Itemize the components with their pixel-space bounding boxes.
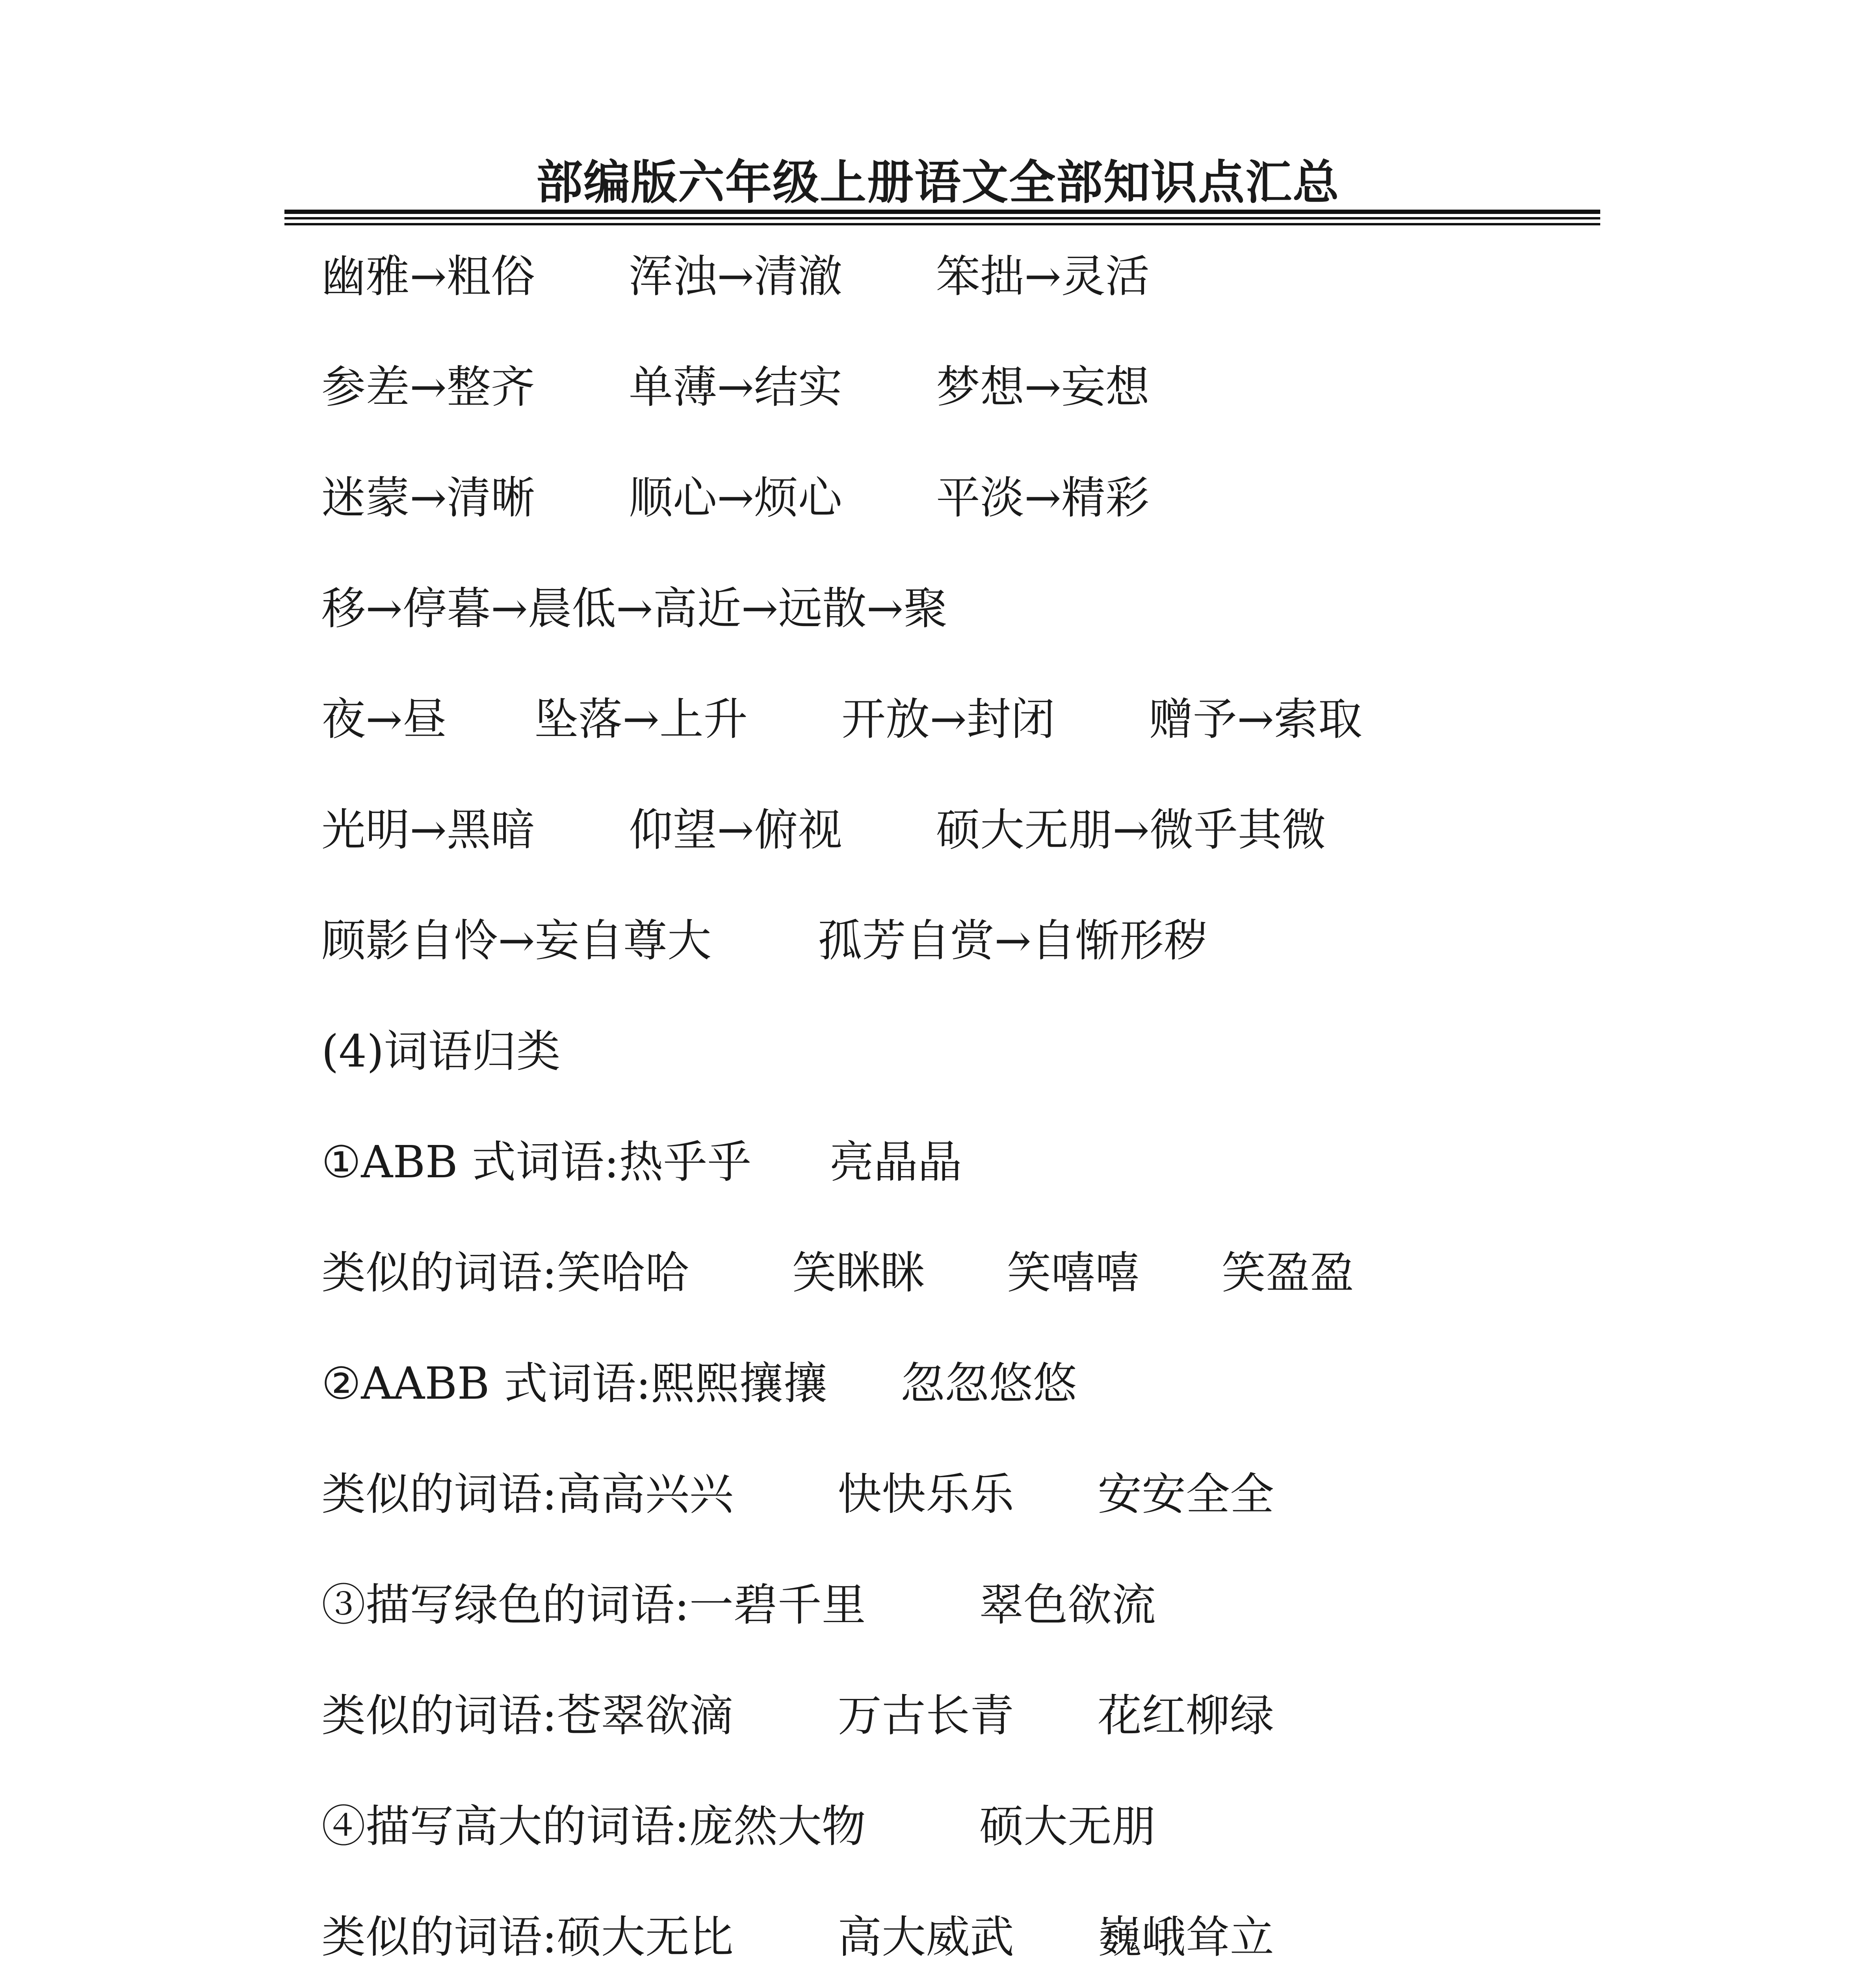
category-word: 忽忽悠悠	[901, 1358, 1077, 1409]
word-pair: 光明→黑暗	[321, 805, 535, 856]
word-pair: 仰望→俯视	[629, 805, 842, 856]
similar-words-text: 类似的词语:笑哈哈	[321, 1247, 689, 1299]
category-word: 亮晶晶	[830, 1137, 962, 1188]
word-pair: 笨拙→灵活	[936, 251, 1150, 302]
header-rule-thin	[284, 217, 1600, 219]
word-pair: 坠落→上升	[534, 694, 748, 745]
category-text: ①ABB 式词语:热乎乎	[321, 1137, 752, 1188]
similar-word: 花红柳绿	[1098, 1690, 1274, 1741]
header-rule-thin	[284, 223, 1600, 225]
similar-words-text: 类似的词语:苍翠欲滴	[321, 1690, 734, 1741]
category-word: 翠色欲流	[979, 1580, 1156, 1631]
word-pair: 梦想→妄想	[936, 362, 1150, 413]
similar-words-text: 类似的词语:高高兴兴	[321, 1469, 734, 1520]
similar-word: 高大威武	[838, 1912, 1014, 1963]
similar-word: 笑嘻嘻	[1007, 1247, 1139, 1299]
similar-word: 快快乐乐	[838, 1469, 1014, 1520]
similar-word: 笑眯眯	[792, 1247, 925, 1299]
section-heading-text: (4)词语归类	[321, 1026, 561, 1077]
category-text: ④描写高大的词语:庞然大物	[321, 1801, 866, 1852]
word-pair: 顾影自怜→妄自尊大	[321, 915, 711, 966]
category-text: ③描写绿色的词语:一碧千里	[321, 1580, 866, 1631]
similar-word: 万古长青	[838, 1690, 1014, 1741]
word-pair: 单薄→结实	[629, 362, 842, 413]
header-rule-thick	[284, 210, 1600, 214]
word-pair: 参差→整齐	[321, 362, 535, 413]
similar-word: 笑盈盈	[1222, 1247, 1354, 1299]
page-title: 部编版六年级上册语文全部知识点汇总	[536, 155, 1340, 210]
word-pair: 硕大无朋→微乎其微	[936, 805, 1326, 856]
word-pair: 顺心→烦心	[629, 472, 842, 524]
word-pair: 幽雅→粗俗	[321, 251, 535, 302]
word-pair: 夜→昼	[321, 694, 447, 745]
word-pair: 迷蒙→清晰	[321, 472, 535, 524]
similar-word: 巍峨耸立	[1098, 1912, 1274, 1963]
word-pair: 开放→封闭	[841, 694, 1055, 745]
word-pair: 浑浊→清澈	[629, 251, 842, 302]
word-pair: 赠予→索取	[1149, 694, 1362, 745]
word-pair: 孤芳自赏→自惭形秽	[818, 915, 1208, 966]
similar-word: 安安全全	[1098, 1469, 1274, 1520]
similar-words-text: 类似的词语:硕大无比	[321, 1912, 734, 1963]
word-pair: 移→停暮→晨低→高近→远散→聚	[321, 583, 948, 634]
category-word: 硕大无朋	[979, 1801, 1156, 1852]
word-pair: 平淡→精彩	[936, 472, 1150, 524]
category-text: ②AABB 式词语:熙熙攘攘	[321, 1358, 828, 1409]
